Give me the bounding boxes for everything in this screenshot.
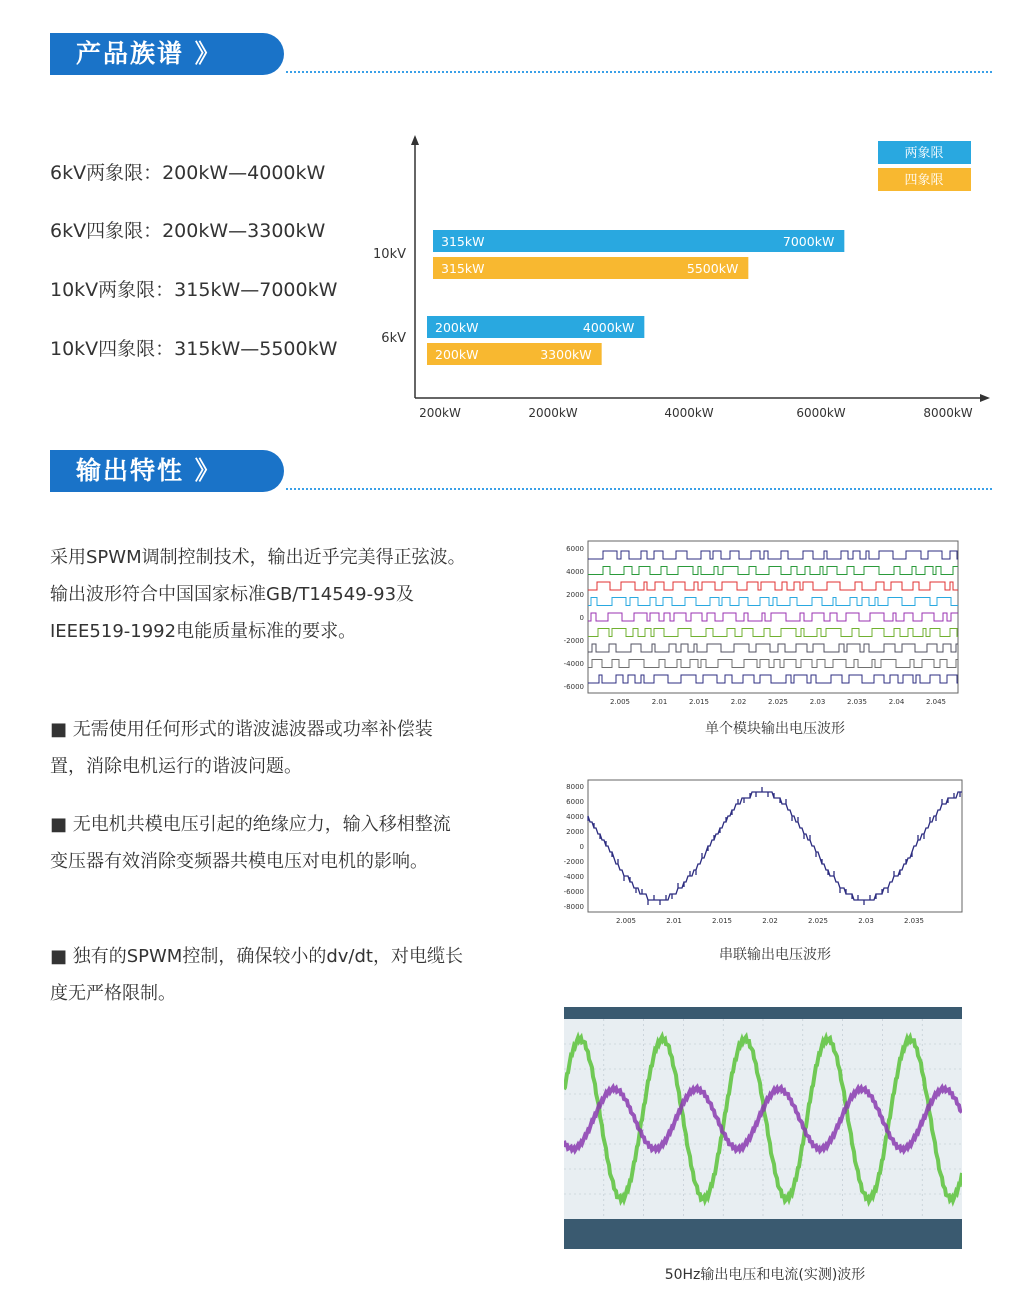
power-range-chart [360, 125, 1000, 425]
x-tick-label: 2.02 [762, 917, 778, 925]
x-tick-label: 2.005 [615, 917, 637, 925]
category-label: 6kV [381, 331, 406, 346]
bar-end-label: 3300kW [540, 347, 592, 362]
feature-bullet: ■ 无电机共模电压引起的绝缘应力，输入移相整流变压器有效消除变频器共模电压对电机的影响。 [50, 814, 451, 872]
x-tick-label: 4000kW [664, 406, 714, 420]
figure-caption: 串联输出电压波形 [719, 947, 831, 963]
section-header-output [50, 450, 992, 492]
figure-caption: 50Hz输出电压和电流(实测)波形 [664, 1267, 866, 1283]
x-tick-label: 8000kW [923, 406, 973, 420]
x-tick-label: 200kW [419, 406, 461, 420]
spec-line: 10kV两象限：315kW—7000kW [50, 279, 338, 301]
y-tick-label: -6000 [563, 683, 584, 691]
series-voltage-waveform [550, 776, 965, 931]
bar-start-label: 315kW [441, 234, 485, 249]
y-tick-label: -6000 [563, 888, 584, 896]
bar-start-label: 200kW [435, 320, 479, 335]
x-tick-label: 2.005 [609, 698, 631, 706]
x-tick-label: 2.025 [807, 917, 829, 925]
y-tick-label: 2000 [566, 591, 584, 599]
x-tick-label: 2.035 [903, 917, 925, 925]
plot-frame [588, 541, 958, 693]
y-tick-label: -4000 [563, 873, 584, 881]
section-title: 产品族谱 》 [50, 33, 284, 75]
y-tick-label: 4000 [566, 568, 584, 576]
y-tick-label: 0 [579, 614, 584, 622]
x-tick-label: 6000kW [796, 406, 846, 420]
x-tick-label: 2.025 [767, 698, 789, 706]
y-tick-label: 8000 [566, 783, 584, 791]
y-tick-label: 4000 [566, 813, 584, 821]
feature-bullet: ■ 无需使用任何形式的谐波滤波器或功率补偿装置，消除电机运行的谐波问题。 [50, 719, 433, 777]
y-axis-arrow-icon [411, 135, 419, 145]
y-tick-label: 6000 [566, 798, 584, 806]
x-tick-label: 2.02 [730, 698, 747, 706]
spec-line: 6kV四象限：200kW—3300kW [50, 220, 326, 242]
y-tick-label: -2000 [563, 858, 584, 866]
y-tick-label: -8000 [563, 903, 584, 911]
x-tick-label: 2.04 [888, 698, 905, 706]
x-tick-label: 2.035 [846, 698, 868, 706]
figure-caption: 单个模块输出电压波形 [705, 721, 845, 737]
x-tick-label: 2.01 [666, 917, 682, 925]
feature-bullet: ■ 独有的SPWM控制，确保较小的dv/dt，对电缆长度无严格限制。 [50, 946, 463, 1004]
section-header-family [50, 33, 992, 75]
y-tick-label: -4000 [563, 660, 584, 668]
bar-start-label: 315kW [441, 261, 485, 276]
y-tick-label: 2000 [566, 828, 584, 836]
bar-end-label: 5500kW [686, 261, 739, 276]
section-divider [286, 71, 992, 73]
legend-label: 四象限 [904, 173, 944, 188]
scope-softkey-bar [564, 1219, 962, 1249]
category-label: 10kV [373, 247, 406, 262]
x-tick-label: 2.03 [858, 917, 874, 925]
x-axis-arrow-icon [980, 394, 990, 402]
spec-line: 10kV四象限：315kW—5500kW [50, 338, 338, 360]
legend-label: 两象限 [904, 146, 944, 161]
oscilloscope-waveform [564, 1007, 962, 1249]
bar-end-label: 4000kW [582, 320, 635, 335]
x-tick-label: 2.01 [651, 698, 668, 706]
x-tick-label: 2.045 [925, 698, 947, 706]
intro-paragraph: 采用SPWM调制控制技术，输出近乎完美得正弦波。输出波形符合中国国家标准GB/T14549-93及IEEE519-1992电能质量标准的要求。 [50, 547, 466, 642]
scope-status-bar [564, 1007, 962, 1019]
section-divider [286, 488, 992, 490]
x-tick-label: 2.015 [688, 698, 710, 706]
x-tick-label: 2000kW [528, 406, 578, 420]
x-tick-label: 2.03 [809, 698, 826, 706]
spec-line: 6kV两象限：200kW—4000kW [50, 162, 326, 184]
y-tick-label: 0 [579, 843, 584, 851]
x-tick-label: 2.015 [711, 917, 733, 925]
plot-frame [588, 780, 962, 912]
y-tick-label: -2000 [563, 637, 584, 645]
bar-end-label: 7000kW [782, 234, 835, 249]
single-module-waveform [550, 535, 965, 715]
scope-screen [564, 1007, 962, 1249]
y-tick-label: 6000 [566, 545, 584, 553]
bar-start-label: 200kW [435, 347, 479, 362]
section-title: 输出特性 》 [50, 450, 284, 492]
